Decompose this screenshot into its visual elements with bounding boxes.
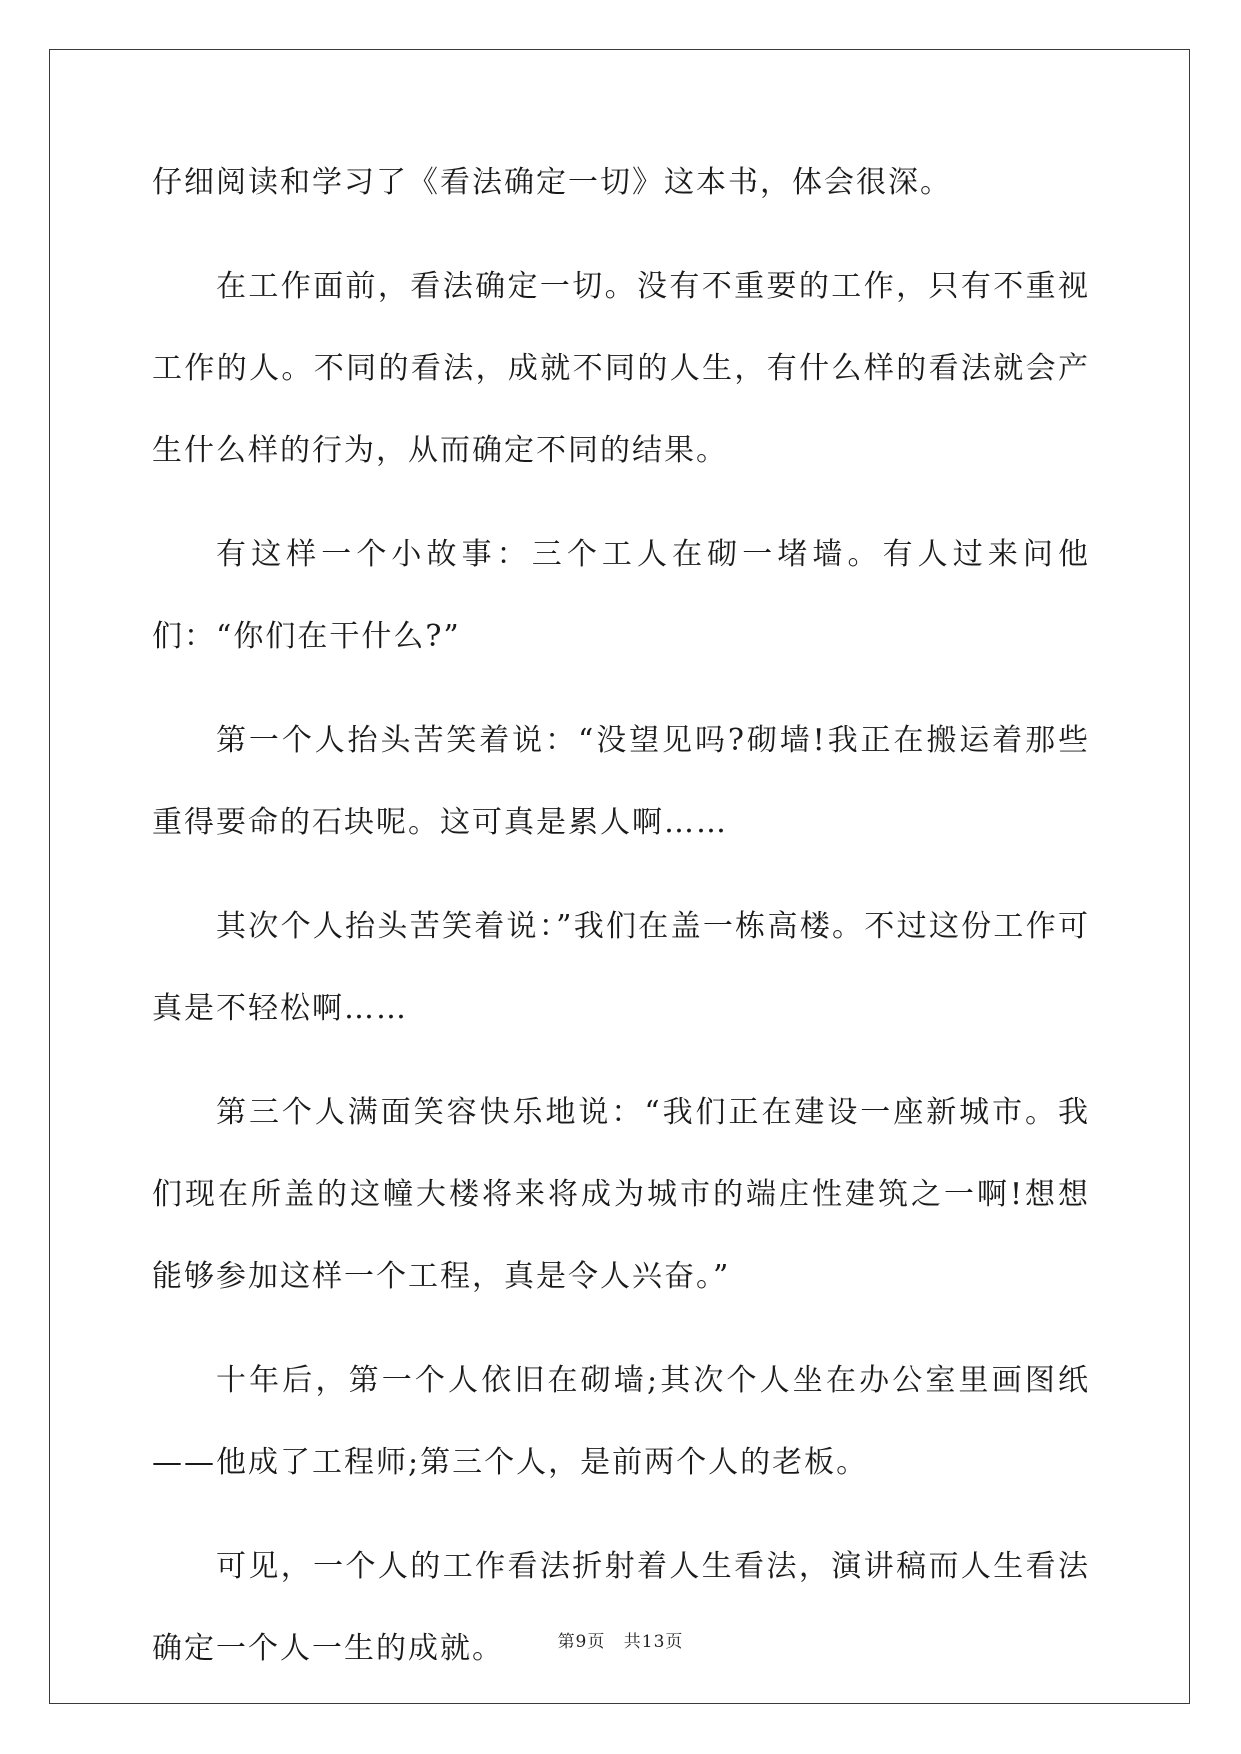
paragraph: 第三个人满面笑容快乐地说：“我们正在建设一座新城市。我们现在所盖的这幢大楼将来将成为城市的端庄性建筑之一啊!想想能够参加这样一个工程，真是令人兴奋。” [152, 1095, 1090, 1294]
paragraph: 十年后，第一个人依旧在砌墙;其次个人坐在办公室里画图纸——他成了工程师;第三个人，是前两个人的老板。 [152, 1363, 1090, 1480]
paragraph: 仔细阅读和学习了《看法确定一切》这本书，体会很深。 [152, 165, 952, 200]
document-body [152, 160, 1090, 1712]
page-footer [0, 1627, 1241, 1652]
paragraph: 在工作面前，看法确定一切。没有不重要的工作，只有不重视工作的人。不同的看法，成就不同的人生，有什么样的看法就会产生什么样的行为，从而确定不同的结果。 [152, 269, 1090, 468]
paragraph: 可见，一个人的工作看法折射着人生看法，演讲稿而人生看法确定一个人一生的成就。 [152, 1549, 1090, 1666]
page-number: 第9页 [557, 1632, 606, 1652]
paragraph: 有这样一个小故事：三个工人在砌一堵墙。有人过来问他们：“你们在干什么?” [152, 537, 1090, 654]
paragraph: 第一个人抬头苦笑着说：“没望见吗?砌墙!我正在搬运着那些重得要命的石块呢。这可真是累人啊…… [152, 723, 1090, 840]
paragraph: 其次个人抬头苦笑着说：”我们在盖一栋高楼。不过这份工作可真是不轻松啊…… [152, 909, 1090, 1026]
total-pages: 共13页 [623, 1632, 684, 1652]
